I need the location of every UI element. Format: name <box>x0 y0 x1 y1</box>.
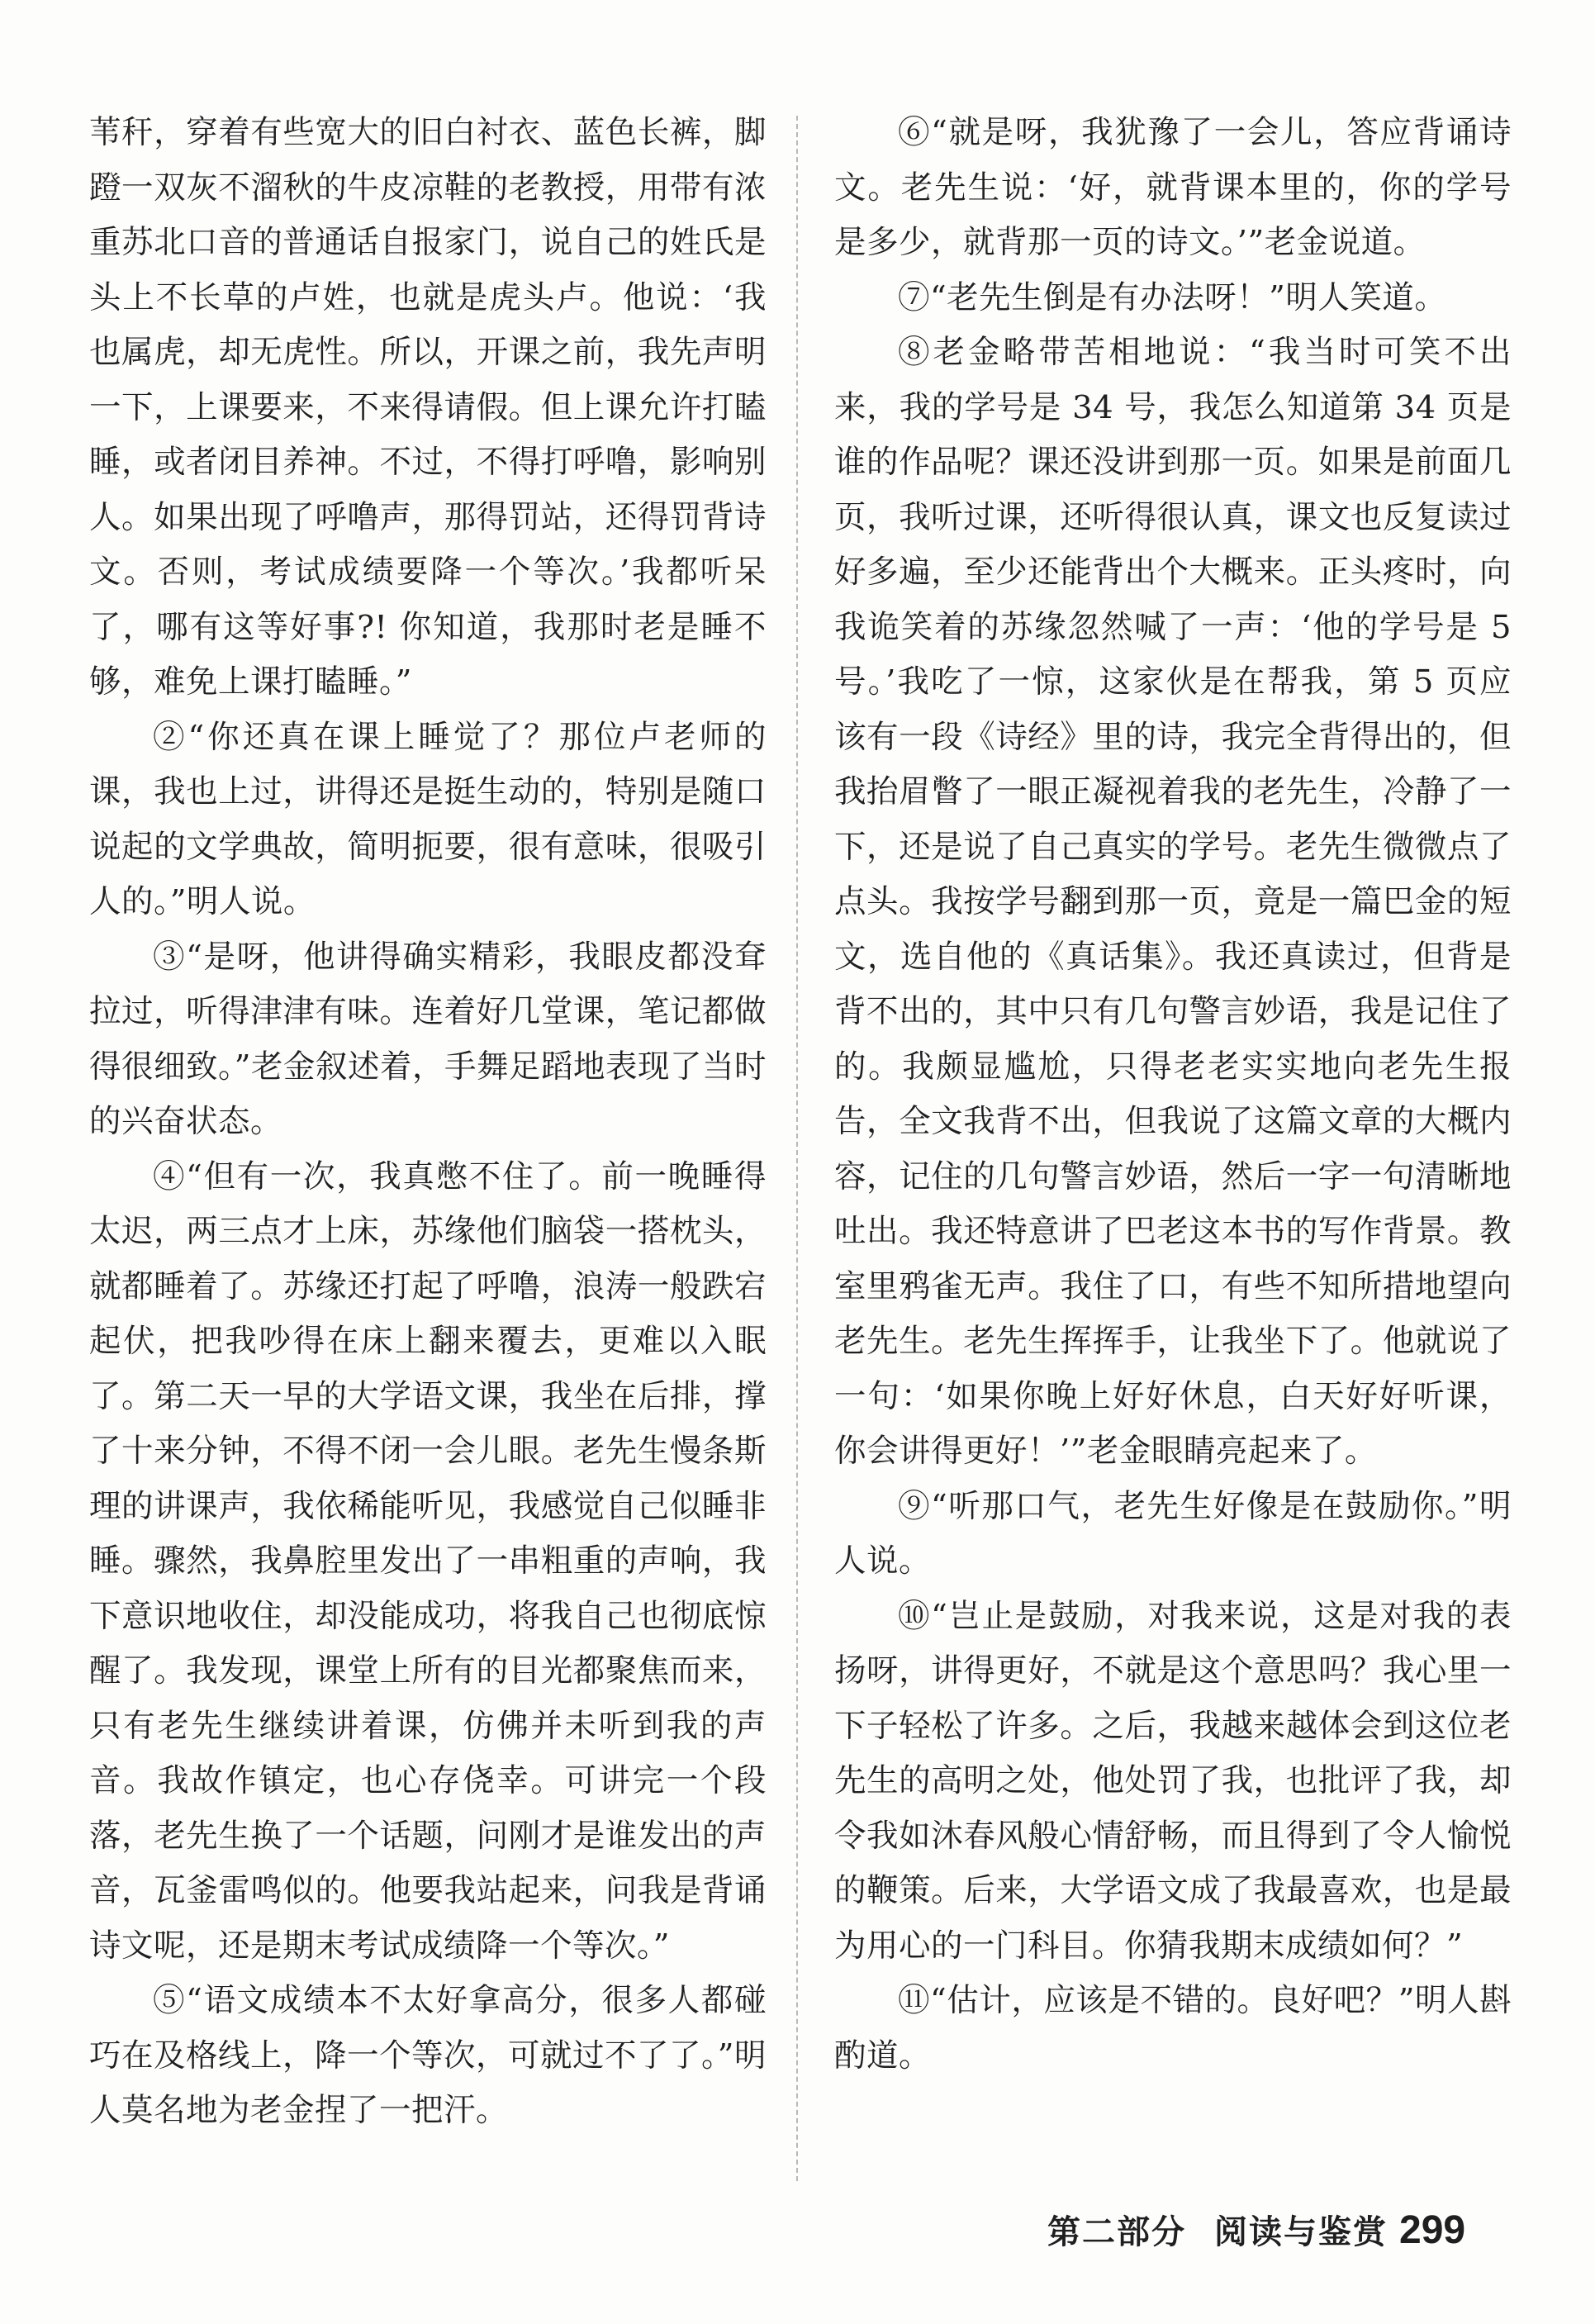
page-footer <box>1047 2206 1477 2255</box>
paragraph-4: ④“但有一次，我真憋不住了。前一晚睡得太迟，两三点才上床，苏缘他们脑袋一搭枕头，就都睡着了。苏缘还打起了呼噜，浪涛一般跌宕起伏，把我吵得在床上翻来覆去，更难以入眠了。第二天一早的大学语文课，我坐在后排，撑了十来分钟，不得不闭一会儿眼。老先生慢条斯理的讲课声，我依稀能听见，我感觉自己似睡非睡。骤然，我鼻腔里发出了一串粗重的声响，我下意识地收住，却没能成功，将我自己也彻底惊醒了。我发现，课堂上所有的目光都聚焦而来，只有老先生继续讲着课，仿佛并未听到我的声音。我故作镇定，也心存侥幸。可讲完一个段落，老先生换了一个话题，问刚才是谁发出的声音，瓦釜雷鸣似的。他要我站起来，问我是背诵诗文呢，还是期末考试成绩降一个等次。” <box>89 1157 767 1965</box>
paragraph-continued: 苇秆，穿着有些宽大的旧白衬衣、蓝色长裤，脚蹬一双灰不溜秋的牛皮凉鞋的老教授，用带有浓重苏北口音的普通话自报家门，说自己的姓氏是头上不长草的卢姓，也就是虎头卢。他说：‘我也属虎，却无虎性。所以，开课之前，我先声明一下，上课要来，不来得请假。但上课允许打瞌睡，或者闭目养神。不过，不得打呼噜，影响别人。如果出现了呼噜声，那得罚站，还得罚背诗文。否则，考试成绩要降一个等次。’我都听呆了，哪有这等好事?! 你知道，我那时老是睡不够，难免上课打瞌睡。” <box>89 114 767 701</box>
left-column <box>89 106 767 2139</box>
paragraph-2: ②“你还真在课上睡觉了？那位卢老师的课，我也上过，讲得还是挺生动的，特别是随口说起的文学典故，简明扼要，很有意味，很吸引人的。”明人说。 <box>89 718 767 920</box>
paragraph-9: ⑨“听那口气，老先生好像是在鼓励你。”明人说。 <box>834 1487 1512 1580</box>
right-column <box>834 106 1512 2084</box>
paragraph-11: ⑪“估计，应该是不错的。良好吧？”明人斟酌道。 <box>834 1982 1512 2074</box>
footer-section-title: 阅读与鉴赏 <box>1214 2213 1388 2251</box>
page-number: 299 <box>1399 2208 1466 2252</box>
footer-section-label: 第二部分 <box>1047 2213 1186 2251</box>
paragraph-10: ⑩“岂止是鼓励，对我来说，这是对我的表扬呀，讲得更好，不就是这个意思吗？我心里一下子轻松了许多。之后，我越来越体会到这位老先生的高明之处，他处罚了我，也批评了我，却令我如沐春风般心情舒畅，而且得到了令人愉悦的鞭策。后来，大学语文成了我最喜欢，也是最为用心的一门科目。你猜我期末成绩如何？” <box>834 1597 1512 1965</box>
paragraph-8: ⑧老金略带苦相地说：“我当时可笑不出来，我的学号是 34 号，我怎么知道第 34 页是谁的作品呢？课还没讲到那一页。如果是前面几页，我听过课，还听得很认真，课文也反复读过好多遍，至少还能背出个大概来。正头疼时，向我诡笑着的苏缘忽然喊了一声：‘他的学号是 5 号。’我吃了一惊，这家伙是在帮我，第 5 页应该有一段《诗经》里的诗，我完全背得出的，但我抬眉瞥了一眼正凝视着我的老先生，冷静了一下，还是说了自己真实的学号。老先生微微点了点头。我按学号翻到那一页，竟是一篇巴金的短文，选自他的《真话集》。我还真读过，但背是背不出的，其中只有几句警言妙语，我是记住了的。我颇显尴尬，只得老老实实地向老先生报告，全文我背不出，但我说了这篇文章的大概内容，记住的几句警言妙语，然后一字一句清晰地吐出。我还特意讲了巴老这本书的写作背景。教室里鸦雀无声。我住了口，有些不知所措地望向老先生。老先生挥挥手，让我坐下了。他就说了一句：‘如果你晚上好好休息，白天好好听课，你会讲得更好！’”老金眼睛亮起来了。 <box>834 334 1512 1470</box>
column-divider <box>796 116 798 2181</box>
paragraph-5: ⑤“语文成绩本不太好拿高分，很多人都碰巧在及格线上，降一个等次，可就过不了了。”明人莫名地为老金捏了一把汗。 <box>89 1982 767 2129</box>
paragraph-6: ⑥“就是呀，我犹豫了一会儿，答应背诵诗文。老先生说：‘好，就背课本里的，你的学号是多少，就背那一页的诗文。’”老金说道。 <box>834 114 1512 261</box>
paragraph-7: ⑦“老先生倒是有办法呀！”明人笑道。 <box>898 278 1447 316</box>
paragraph-3: ③“是呀，他讲得确实精彩，我眼皮都没耷拉过，听得津津有味。连着好几堂课，笔记都做得很细致。”老金叙述着，手舞足蹈地表现了当时的兴奋状态。 <box>89 938 767 1140</box>
